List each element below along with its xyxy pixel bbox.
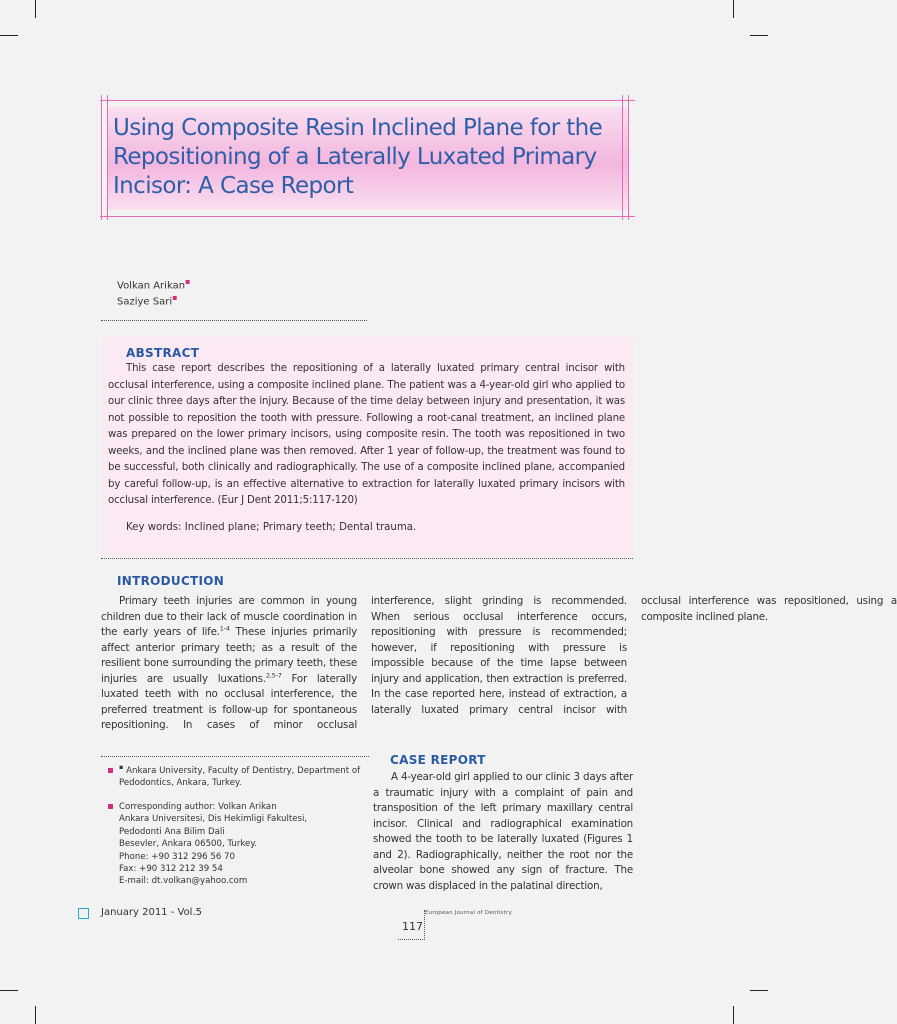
introduction-body bbox=[101, 594, 897, 742]
introduction-heading: INTRODUCTION bbox=[117, 574, 225, 588]
crop-mark bbox=[35, 1006, 36, 1024]
intro-text-c: For laterally luxated teeth with no occlusal interference, the preferred treatment is follow-up for spontaneous repositioning. In cases of minor occlusal interference, slight grinding is recommended. When serious occlusal interference occurs, repositioning with pressure is recommended; however, if repositioning with pressure is impossible because of the time lapse between injury and application, then extraction is preferred. In the case reported here, instead of extraction, a laterally luxated primary central incisor with occlusal interference was repositioned, using a composite inclined plane. bbox=[101, 595, 897, 731]
affiliation-text: Ankara University, Faculty of Dentistry, Department of Pedodontics, Ankara, Turkey. bbox=[119, 766, 361, 789]
title-frame bbox=[100, 216, 635, 217]
introduction-columns bbox=[101, 594, 897, 742]
case-report-body: A 4-year-old girl applied to our clinic 3 days after a traumatic injury with a complaint of pain and transposition of the left primary maxillary central incisor. Clinical and radiographical examination showed the tooth to be laterally luxated (Figures 1 and 2). Radiographically, neither the root nor the alveolar bone showed any sign of fracture. The crown was displaced in the palatinal direction, bbox=[373, 771, 633, 892]
title-frame bbox=[100, 100, 635, 101]
page-rule bbox=[398, 939, 425, 940]
corresponding-line: Phone: +90 312 296 56 70 bbox=[119, 851, 235, 862]
crop-mark bbox=[750, 35, 768, 36]
crop-mark bbox=[35, 0, 36, 18]
page-number: 117 bbox=[402, 920, 423, 933]
citation: 1-4 bbox=[219, 624, 230, 633]
author-1 bbox=[117, 277, 190, 291]
corresponding-line: Corresponding author: Volkan Arikan bbox=[119, 802, 277, 812]
crop-mark bbox=[733, 0, 734, 18]
abstract-divider bbox=[101, 558, 633, 559]
footnote-affiliation bbox=[108, 765, 363, 790]
footnote-bullet bbox=[108, 768, 113, 773]
author-name: Volkan Arikan bbox=[117, 280, 186, 292]
author-mark: ▪ bbox=[172, 293, 178, 302]
title-frame bbox=[107, 95, 108, 220]
page-rule bbox=[424, 910, 425, 940]
keywords: Key words: Inclined plane; Primary teeth; Dental trauma. bbox=[126, 522, 417, 533]
page-title: Using Composite Resin Inclined Plane for the Repositioning of a Laterally Luxated Primary Incisor: A Case Report bbox=[113, 115, 603, 199]
crop-mark bbox=[0, 990, 18, 991]
citation: 2,5-7 bbox=[265, 671, 282, 680]
author-divider bbox=[101, 320, 367, 321]
affiliation-mark: ▪ bbox=[119, 763, 124, 772]
author-name: Saziye Sari bbox=[117, 296, 173, 308]
abstract-body: This case report describes the repositioning of a laterally luxated primary central incisor with occlusal interference, using a composite inclined plane. The patient was a 4-year-old girl who applied to our clinic three days after the injury. Because of the time delay between injury and presentation, it was not possible to reposition the tooth with pressure. Following a root-canal treatment, an inclined plane was prepared on the lower primary incisors, using composite resin. The tooth was repositioned in two weeks, and the inclined plane was then removed. After 1 year of follow-up, the treatment was found to be successful, both clinically and radiographically. The use of a composite inclined plane, accompanied by careful follow-up, is an effective alternative to extraction for laterally luxated primary incisors with occlusal interference. (Eur J Dent 2011;5:117-120) bbox=[108, 363, 625, 506]
intro-text-a: Primary teeth injuries are common in young children due to their lack of muscle coordination in the early years of life. bbox=[101, 595, 357, 638]
corresponding-line: Besevler, Ankara 06500, Turkey. bbox=[119, 839, 257, 850]
footnote-divider bbox=[101, 756, 369, 757]
title-frame bbox=[628, 95, 629, 220]
corresponding-line: Ankara Universitesi, Dis Hekimligi Fakultesi, bbox=[119, 814, 308, 825]
corresponding-line: Pedodonti Ana Bilim Dali bbox=[119, 826, 225, 837]
footnote-corresponding bbox=[108, 801, 363, 888]
page-marker-icon bbox=[78, 908, 89, 919]
footer-issue: January 2011 - Vol.5 bbox=[101, 907, 203, 918]
corresponding-line: Fax: +90 312 212 39 54 bbox=[119, 864, 223, 875]
crop-mark bbox=[733, 1006, 734, 1024]
title-frame bbox=[101, 95, 102, 220]
crop-mark bbox=[750, 990, 768, 991]
footer-journal: European Journal of Dentistry bbox=[425, 910, 512, 916]
abstract-heading: ABSTRACT bbox=[126, 346, 200, 360]
intro-text-b: These injuries primarily affect anterior primary teeth; as a result of the resilient bone surrounding the primary teeth, these injuries are usually luxations. bbox=[101, 626, 357, 685]
footnote-bullet bbox=[108, 804, 113, 809]
crop-mark bbox=[0, 35, 18, 36]
author-mark: ▪ bbox=[185, 277, 191, 286]
author-2 bbox=[117, 293, 178, 307]
case-report-heading: CASE REPORT bbox=[390, 753, 486, 767]
corresponding-email: E-mail: dt.volkan@yahoo.com bbox=[119, 876, 248, 887]
